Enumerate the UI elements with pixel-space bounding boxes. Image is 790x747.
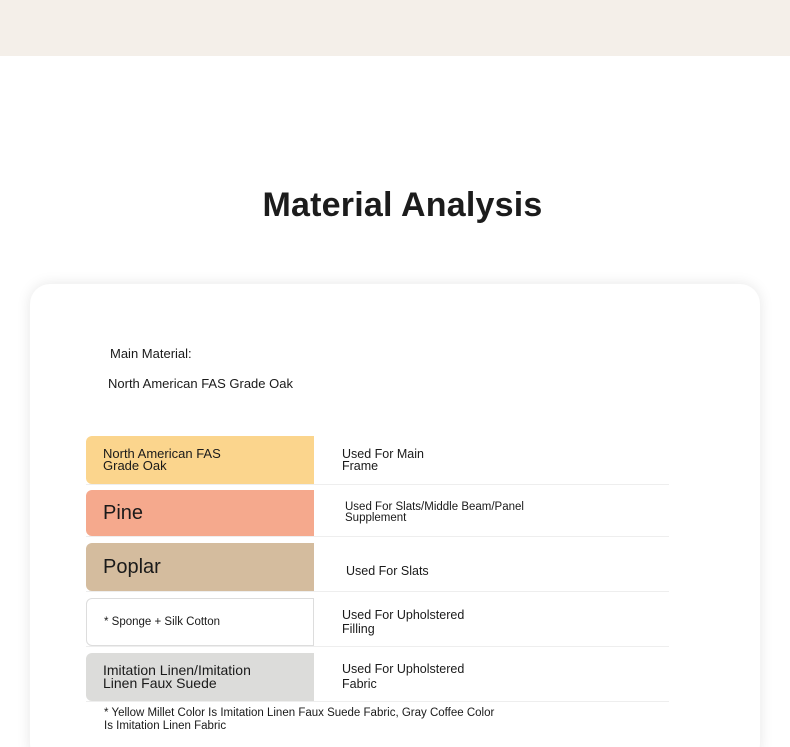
material-row — [86, 436, 669, 485]
material-name: Imitation Linen/Imitation Linen Faux Suede — [103, 662, 251, 691]
main-material-value: North American FAS Grade Oak — [108, 376, 293, 391]
material-name: Pine — [103, 501, 144, 524]
material-swatch-sponge — [86, 598, 314, 646]
material-swatch-pine — [86, 490, 314, 536]
footnote: * Yellow Millet Color Is Imitation Linen Faux Suede Fabric, Gray Coffee Color Is Imitation Linen Fabric — [104, 707, 495, 732]
material-use: Used For Upholstered Fabric — [342, 662, 465, 691]
material-row — [86, 490, 669, 537]
material-name: Poplar — [103, 555, 161, 578]
material-use: Used For Upholstered Filling — [342, 608, 465, 636]
main-material-label: Main Material: — [110, 346, 192, 361]
material-row — [86, 543, 669, 592]
material-row — [86, 653, 669, 702]
page-title: Material Analysis — [262, 186, 543, 224]
material-name: North American FAS Grade Oak — [103, 445, 221, 473]
material-use: Used For Main Frame — [342, 447, 424, 473]
material-use: Used For Slats — [346, 563, 429, 578]
material-swatch-linen — [86, 653, 314, 701]
material-swatch-oak — [86, 436, 314, 484]
material-row — [86, 598, 669, 647]
material-swatch-poplar — [86, 543, 314, 591]
top-banner — [0, 0, 790, 56]
material-name: * Sponge + Silk Cotton — [104, 616, 221, 628]
material-use: Used For Slats/Middle Beam/Panel Supplement — [345, 500, 524, 524]
